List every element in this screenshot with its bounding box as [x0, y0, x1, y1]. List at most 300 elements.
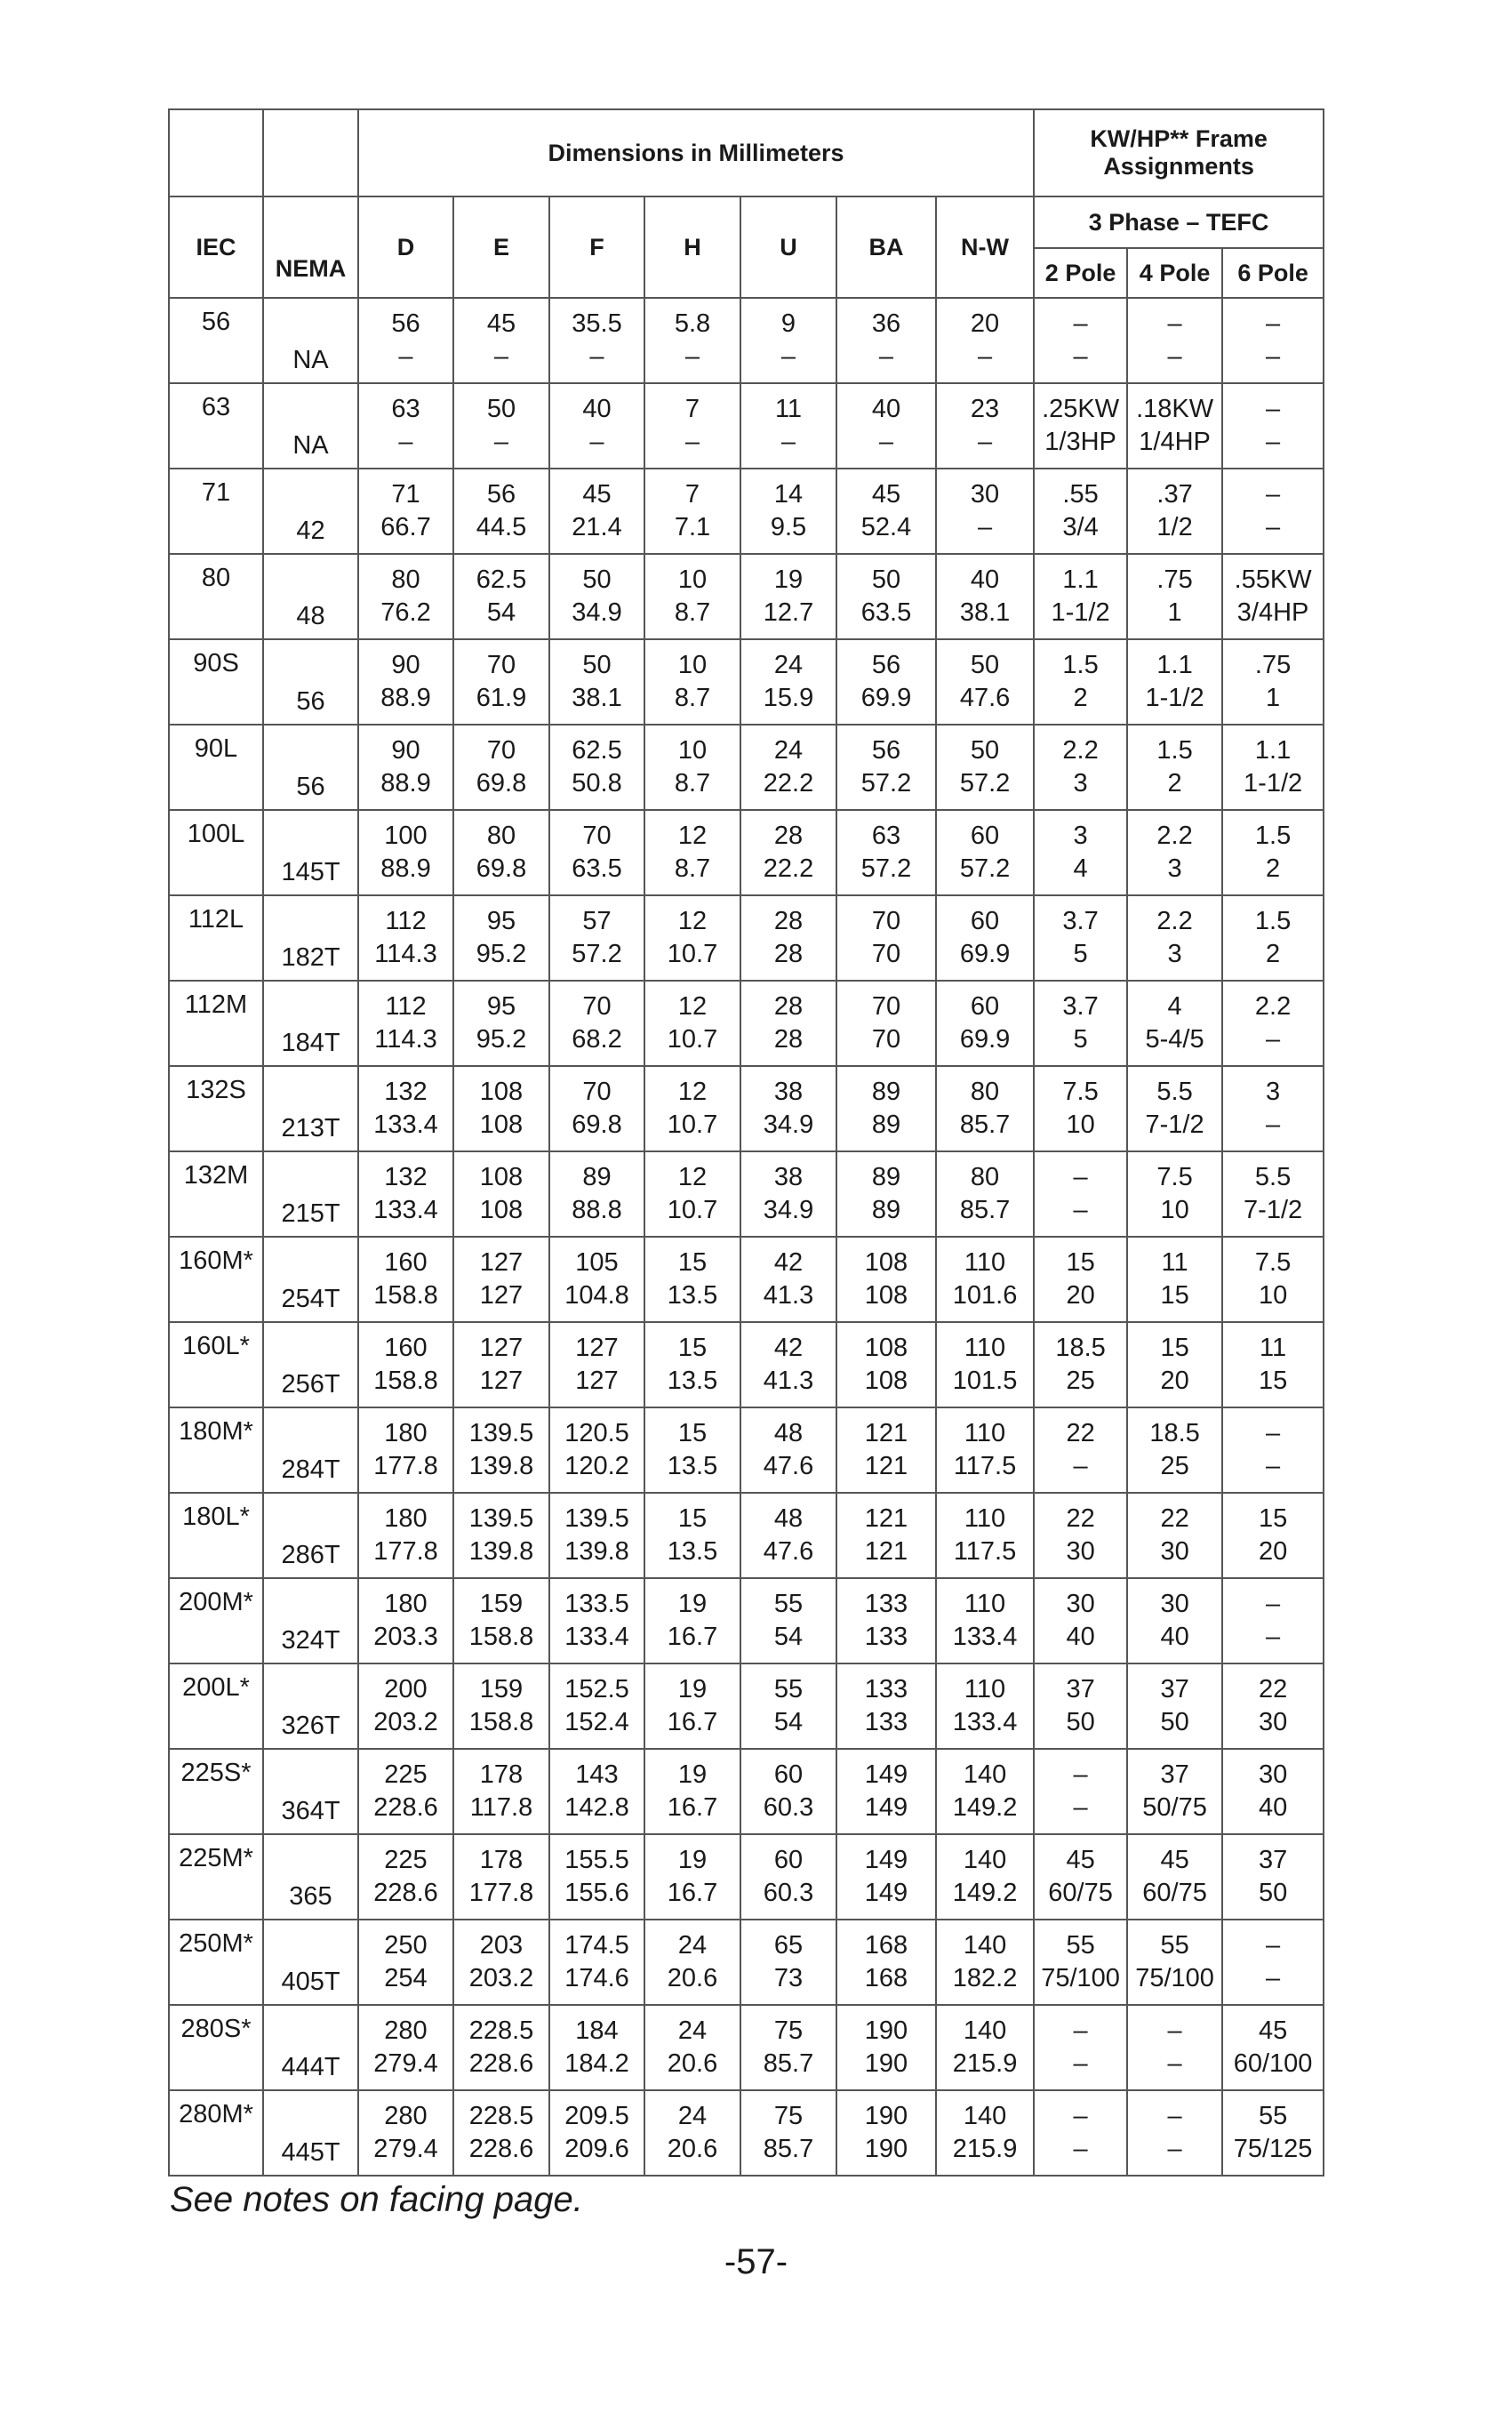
nema-cell	[263, 1749, 358, 1834]
dim-cell-ba	[836, 1322, 936, 1407]
dim-cell-h	[644, 383, 740, 469]
dim-cell-ba	[836, 810, 936, 895]
dim-nema-value: 69.9	[860, 684, 912, 712]
dim-cell-h	[644, 1749, 740, 1834]
nema-frame-value: 184T	[281, 1029, 340, 1057]
nema-frame-value: 182T	[281, 943, 340, 972]
nema-cell	[263, 981, 358, 1066]
dim-cell-d	[358, 2005, 453, 2090]
pole-hp-value: 3	[1167, 854, 1182, 883]
dim-cell-ba	[836, 1749, 936, 1834]
pole-cell-6	[1222, 2090, 1324, 2176]
dim-iec-value: 280	[384, 2102, 428, 2130]
iec-cell	[169, 639, 263, 725]
dim-cell-h	[644, 1237, 740, 1322]
dim-nema-value: 89	[871, 1110, 901, 1139]
dim-nema-value: 89	[871, 1196, 901, 1224]
iec-frame-value: 200L*	[182, 1673, 250, 1702]
pole-hp-value: 5	[1073, 1025, 1088, 1054]
pole-kw-value: .75	[1156, 565, 1193, 594]
pole-cell-4	[1127, 1066, 1222, 1151]
dim-nema-value: 20.6	[667, 2135, 718, 2163]
table-row	[169, 298, 1324, 383]
nema-cell	[263, 1151, 358, 1237]
pole-kw-value: 22	[1160, 1504, 1189, 1533]
dim-cell-d	[358, 1920, 453, 2005]
pole-hp-value: 15	[1258, 1367, 1288, 1395]
dim-iec-value: 209.5	[564, 2102, 629, 2130]
dim-iec-value: 133	[864, 1590, 908, 1618]
dim-cell-h	[644, 981, 740, 1066]
pole-cell-6	[1222, 1066, 1324, 1151]
dim-iec-value: 95	[486, 992, 516, 1021]
iec-frame-value: 80	[201, 564, 231, 592]
dim-iec-value: 139.5	[468, 1419, 534, 1447]
dim-nema-value: 10.7	[667, 1110, 718, 1139]
pole-kw-value: 1.1	[1254, 736, 1292, 765]
nema-frame-value: 324T	[281, 1626, 340, 1655]
dim-nema-value: 47.6	[763, 1537, 814, 1566]
pole-hp-value: –	[1073, 1452, 1088, 1480]
pole-hp-value: 50/75	[1142, 1793, 1207, 1822]
pole-kw-value: 15	[1066, 1248, 1095, 1277]
pole-cell-6	[1222, 725, 1324, 810]
pole-cell-4	[1127, 1493, 1222, 1578]
dim-nema-value: 133	[864, 1623, 908, 1651]
dim-cell-ba	[836, 981, 936, 1066]
dim-nema-value: 177.8	[373, 1537, 438, 1566]
dim-nema-value: 13.5	[667, 1537, 718, 1566]
iec-frame-value: 280S*	[180, 2015, 252, 2043]
dim-nema-value: 69.8	[476, 769, 527, 798]
iec-cell	[169, 1920, 263, 2005]
dim-cell-e	[453, 895, 549, 981]
dim-iec-value: 121	[864, 1419, 908, 1447]
dim-nema-value: 121	[864, 1452, 908, 1480]
pole-hp-value: 2	[1266, 854, 1281, 883]
iec-cell	[169, 1493, 263, 1578]
pole-cell-2	[1034, 1663, 1127, 1749]
dim-iec-value: 140	[963, 1931, 1007, 1960]
dim-iec-value: 190	[864, 2016, 908, 2045]
pole-cell-2	[1034, 1920, 1127, 2005]
dim-iec-value: 15	[677, 1334, 708, 1362]
pole-cell-2	[1034, 981, 1127, 1066]
nema-cell	[263, 469, 358, 554]
pole-cell-6	[1222, 1920, 1324, 2005]
iec-cell	[169, 1151, 263, 1237]
dim-iec-value: 28	[773, 992, 804, 1021]
pole-kw-value: –	[1167, 309, 1182, 338]
dim-iec-value: 45	[582, 480, 612, 509]
pole-hp-value: 7-1/2	[1244, 1196, 1303, 1224]
dim-nema-value: 63.5	[572, 854, 622, 883]
dim-cell-f	[549, 895, 644, 981]
dim-cell-e	[453, 810, 549, 895]
dim-cell-h	[644, 895, 740, 981]
dim-cell-e	[453, 1578, 549, 1663]
dim-nema-value: 57.2	[572, 940, 622, 968]
nema-frame-value: NA	[292, 431, 329, 460]
nema-frame-value: 405T	[281, 1968, 340, 1996]
dim-nema-value: 120.2	[564, 1452, 629, 1480]
dim-nema-value: 101.5	[952, 1367, 1018, 1395]
dim-iec-value: 121	[864, 1504, 908, 1533]
dim-iec-value: 38	[773, 1078, 804, 1106]
dim-nema-value: 133.4	[564, 1623, 629, 1651]
dim-iec-value: 110	[964, 1248, 1006, 1277]
dim-cell-e	[453, 1407, 549, 1493]
dim-cell-f	[549, 383, 644, 469]
dim-nema-value: 44.5	[476, 513, 527, 541]
iec-frame-value: 180L*	[182, 1503, 250, 1531]
dim-nema-value: 155.6	[564, 1879, 629, 1907]
pole-cell-2	[1034, 1749, 1127, 1834]
pole-cell-6	[1222, 1578, 1324, 1663]
pole-kw-value: –	[1073, 1163, 1088, 1191]
dim-cell-u	[740, 1834, 836, 1920]
dim-cell-h	[644, 1066, 740, 1151]
dim-cell-f	[549, 1834, 644, 1920]
dim-iec-value: 203	[479, 1931, 524, 1960]
dim-nema-value: –	[780, 342, 796, 371]
col-header-d: D	[358, 196, 453, 298]
pole-kw-value: 37	[1066, 1675, 1095, 1704]
dim-cell-e	[453, 1920, 549, 2005]
dim-cell-nw	[936, 1749, 1034, 1834]
nema-cell	[263, 639, 358, 725]
dim-cell-nw	[936, 1493, 1034, 1578]
table-row	[169, 1151, 1324, 1237]
pole-kw-value: 30	[1160, 1590, 1189, 1618]
dim-nema-value: 20.6	[667, 1964, 718, 1992]
dim-nema-value: 228.6	[468, 2049, 534, 2078]
dim-iec-value: 90	[391, 736, 420, 765]
pole-hp-value: 3/4	[1062, 513, 1099, 541]
dim-nema-value: 88.8	[572, 1196, 622, 1224]
dim-cell-h	[644, 810, 740, 895]
iec-cell	[169, 895, 263, 981]
iec-cell	[169, 810, 263, 895]
dim-cell-u	[740, 981, 836, 1066]
pole-hp-value: 2	[1167, 769, 1182, 798]
dim-cell-d	[358, 895, 453, 981]
dim-nema-value: 16.7	[667, 1793, 718, 1822]
iec-cell	[169, 1237, 263, 1322]
dim-cell-ba	[836, 1920, 936, 2005]
pole-kw-value: .18KW	[1136, 395, 1214, 423]
dim-cell-f	[549, 2005, 644, 2090]
dim-cell-u	[740, 1493, 836, 1578]
table-row	[169, 1493, 1324, 1578]
pole-kw-value: –	[1266, 480, 1281, 509]
pole-kw-value: .55KW	[1234, 565, 1312, 594]
dim-nema-value: 182.2	[952, 1964, 1018, 1992]
dim-cell-u	[740, 1237, 836, 1322]
dim-cell-f	[549, 1322, 644, 1407]
dim-nema-value: 168	[864, 1964, 908, 1992]
dim-cell-f	[549, 554, 644, 639]
dim-cell-ba	[836, 1663, 936, 1749]
dim-iec-value: 149	[864, 1846, 908, 1874]
col-header-ba: BA	[836, 196, 936, 298]
dim-nema-value: 117.5	[953, 1452, 1017, 1480]
col-header-4-pole: 4 Pole	[1127, 248, 1222, 298]
pole-kw-value: 2.2	[1254, 992, 1292, 1021]
dim-cell-f	[549, 1493, 644, 1578]
dim-iec-value: 159	[479, 1590, 524, 1618]
pole-cell-6	[1222, 298, 1324, 383]
dim-nema-value: –	[589, 428, 604, 456]
pole-cell-4	[1127, 1920, 1222, 2005]
pole-hp-value: 75/100	[1135, 1964, 1214, 1992]
dim-cell-u	[740, 639, 836, 725]
dim-cell-f	[549, 1749, 644, 1834]
pole-kw-value: 1.1	[1156, 651, 1193, 679]
iec-cell	[169, 1407, 263, 1493]
dim-nema-value: 69.9	[959, 1025, 1011, 1054]
dim-iec-value: 12	[677, 907, 708, 935]
dim-iec-value: 19	[677, 1675, 708, 1704]
dim-nema-value: 69.8	[572, 1110, 622, 1139]
dim-nema-value: 85.7	[959, 1196, 1011, 1224]
pole-cell-4	[1127, 1834, 1222, 1920]
dim-nema-value: 108	[864, 1281, 908, 1310]
nema-cell	[263, 1407, 358, 1493]
dim-cell-d	[358, 1663, 453, 1749]
dim-iec-value: 50	[582, 565, 612, 594]
dim-cell-d	[358, 639, 453, 725]
nema-cell	[263, 1322, 358, 1407]
nema-frame-value: 364T	[281, 1797, 340, 1825]
pole-hp-value: 7-1/2	[1145, 1110, 1204, 1139]
dim-iec-value: 108	[864, 1248, 908, 1277]
dim-iec-value: 12	[677, 1163, 708, 1191]
dim-iec-value: 140	[963, 2102, 1007, 2130]
dim-iec-value: 100	[384, 822, 428, 850]
dim-iec-value: 127	[575, 1334, 619, 1362]
pole-kw-value: 7.5	[1062, 1078, 1099, 1106]
dim-cell-nw	[936, 1834, 1034, 1920]
dim-iec-value: 133	[864, 1675, 908, 1704]
dim-cell-h	[644, 1151, 740, 1237]
nema-frame-value: 444T	[281, 2053, 340, 2081]
dim-cell-h	[644, 1663, 740, 1749]
pole-kw-value: –	[1266, 309, 1281, 338]
dim-nema-value: –	[977, 428, 993, 456]
dim-nema-value: 177.8	[468, 1879, 534, 1907]
pole-hp-value: 5	[1073, 940, 1088, 968]
iec-frame-value: 112M	[184, 990, 248, 1019]
pole-cell-6	[1222, 1749, 1324, 1834]
dim-nema-value: 34.9	[572, 598, 622, 627]
dim-nema-value: 68.2	[572, 1025, 622, 1054]
dim-nema-value: –	[780, 428, 796, 456]
dim-iec-value: 60	[773, 1846, 804, 1874]
pole-kw-value: 3.7	[1062, 992, 1099, 1021]
dim-nema-value: 117.5	[953, 1537, 1017, 1566]
iec-frame-value: 90L	[194, 734, 238, 763]
iec-frame-value: 180M*	[179, 1417, 253, 1446]
pole-cell-6	[1222, 895, 1324, 981]
pole-kw-value: 11	[1260, 1334, 1287, 1362]
dim-cell-e	[453, 554, 549, 639]
table-row	[169, 554, 1324, 639]
dim-nema-value: 21.4	[572, 513, 622, 541]
dim-iec-value: 10	[677, 736, 708, 765]
dim-cell-nw	[936, 810, 1034, 895]
dim-nema-value: –	[398, 428, 413, 456]
dim-iec-value: 60	[970, 822, 1000, 850]
dim-iec-value: 7	[684, 480, 700, 509]
dim-iec-value: 143	[575, 1760, 619, 1789]
dim-iec-value: 70	[582, 992, 612, 1021]
pole-kw-value: 1.5	[1254, 907, 1292, 935]
dim-iec-value: 180	[384, 1419, 428, 1447]
phase-header: 3 Phase – TEFC	[1034, 196, 1324, 248]
pole-hp-value: –	[1073, 342, 1088, 371]
dim-iec-value: 110	[964, 1419, 1006, 1447]
dim-iec-value: 80	[391, 565, 420, 594]
dim-iec-value: 24	[773, 651, 804, 679]
dim-iec-value: 174.5	[564, 1931, 629, 1960]
dim-iec-value: 23	[970, 395, 1000, 423]
dim-cell-u	[740, 725, 836, 810]
dim-iec-value: 10	[677, 565, 708, 594]
table-body	[169, 298, 1324, 2176]
pole-cell-6	[1222, 810, 1324, 895]
dim-cell-d	[358, 1578, 453, 1663]
dim-cell-u	[740, 1749, 836, 1834]
pole-cell-6	[1222, 1663, 1324, 1749]
dim-cell-nw	[936, 554, 1034, 639]
dim-iec-value: 140	[963, 2016, 1007, 2045]
dim-nema-value: 279.4	[373, 2135, 438, 2163]
dim-nema-value: 57.2	[860, 854, 912, 883]
dim-cell-f	[549, 1578, 644, 1663]
dim-nema-value: 190	[864, 2049, 908, 2078]
table-row	[169, 1407, 1324, 1493]
dim-nema-value: 34.9	[763, 1110, 814, 1139]
pole-cell-2	[1034, 298, 1127, 383]
dim-nema-value: 152.4	[564, 1708, 629, 1736]
pole-hp-value: 50	[1066, 1708, 1095, 1736]
iec-cell	[169, 298, 263, 383]
dim-nema-value: 8.7	[674, 769, 711, 798]
pole-cell-2	[1034, 895, 1127, 981]
dim-nema-value: 16.7	[667, 1879, 718, 1907]
pole-cell-2	[1034, 1151, 1127, 1237]
dim-nema-value: 85.7	[959, 1110, 1011, 1139]
dim-cell-nw	[936, 895, 1034, 981]
dim-nema-value: 95.2	[476, 1025, 527, 1054]
pole-hp-value: 1	[1266, 684, 1281, 712]
dim-cell-h	[644, 1920, 740, 2005]
pole-cell-2	[1034, 1066, 1127, 1151]
dim-cell-h	[644, 639, 740, 725]
pole-hp-value: –	[1266, 1025, 1281, 1054]
pole-hp-value: 50	[1258, 1879, 1288, 1907]
pole-kw-value: 22	[1258, 1675, 1288, 1704]
dim-iec-value: 24	[677, 1931, 708, 1960]
pole-cell-4	[1127, 469, 1222, 554]
dim-nema-value: 133.4	[952, 1708, 1018, 1736]
dim-cell-nw	[936, 469, 1034, 554]
dim-nema-value: 133.4	[952, 1623, 1018, 1651]
dim-nema-value: 60.3	[763, 1879, 814, 1907]
dim-iec-value: 105	[575, 1248, 619, 1277]
nema-cell	[263, 725, 358, 810]
pole-kw-value: 22	[1066, 1504, 1095, 1533]
dim-cell-nw	[936, 1322, 1034, 1407]
dim-nema-value: 28	[773, 940, 804, 968]
dim-iec-value: 160	[384, 1248, 428, 1277]
dim-cell-h	[644, 725, 740, 810]
dim-nema-value: 139.8	[564, 1537, 629, 1566]
pole-hp-value: 30	[1258, 1708, 1288, 1736]
pole-kw-value: .75	[1254, 651, 1292, 679]
dim-nema-value: 38.1	[959, 598, 1011, 627]
dim-cell-u	[740, 1407, 836, 1493]
pole-cell-4	[1127, 2005, 1222, 2090]
dim-cell-e	[453, 1151, 549, 1237]
dim-cell-h	[644, 1493, 740, 1578]
dim-iec-value: 55	[773, 1590, 804, 1618]
dim-cell-d	[358, 469, 453, 554]
dim-nema-value: –	[684, 428, 700, 456]
dim-nema-value: 73	[773, 1964, 804, 1992]
dim-cell-nw	[936, 1578, 1034, 1663]
dim-cell-h	[644, 1578, 740, 1663]
iec-frame-value: 160M*	[179, 1247, 253, 1275]
pole-cell-2	[1034, 383, 1127, 469]
iec-frame-value: 90S	[193, 649, 239, 677]
dim-cell-d	[358, 1749, 453, 1834]
nema-cell	[263, 2090, 358, 2176]
dim-nema-value: 177.8	[373, 1452, 438, 1480]
nema-frame-value: 326T	[281, 1712, 340, 1740]
dim-cell-nw	[936, 1066, 1034, 1151]
dim-iec-value: 112	[385, 907, 427, 935]
nema-cell	[263, 1834, 358, 1920]
dim-iec-value: 71	[391, 480, 420, 509]
dim-nema-value: 133.4	[373, 1196, 438, 1224]
nema-frame-value: 215T	[281, 1199, 340, 1228]
dim-nema-value: 101.6	[952, 1281, 1018, 1310]
iec-frame-value: 225S*	[180, 1759, 252, 1787]
dim-iec-value: 55	[773, 1675, 804, 1704]
dim-iec-value: 178	[479, 1760, 524, 1789]
dim-cell-nw	[936, 1151, 1034, 1237]
dim-iec-value: 19	[677, 1846, 708, 1874]
dim-cell-nw	[936, 1237, 1034, 1322]
iec-cell	[169, 725, 263, 810]
nema-frame-value: 284T	[281, 1455, 340, 1484]
dim-cell-f	[549, 725, 644, 810]
dim-nema-value: 8.7	[674, 854, 711, 883]
dim-nema-value: 149.2	[952, 1793, 1018, 1822]
dim-cell-h	[644, 469, 740, 554]
dim-iec-value: 178	[479, 1846, 524, 1874]
table-row	[169, 1066, 1324, 1151]
pole-cell-4	[1127, 298, 1222, 383]
nema-cell	[263, 810, 358, 895]
dim-cell-e	[453, 469, 549, 554]
dim-iec-value: 50	[970, 651, 1000, 679]
dim-nema-value: 209.6	[564, 2135, 629, 2163]
pole-kw-value: 18.5	[1149, 1419, 1200, 1447]
pole-kw-value: 5.5	[1156, 1078, 1193, 1106]
